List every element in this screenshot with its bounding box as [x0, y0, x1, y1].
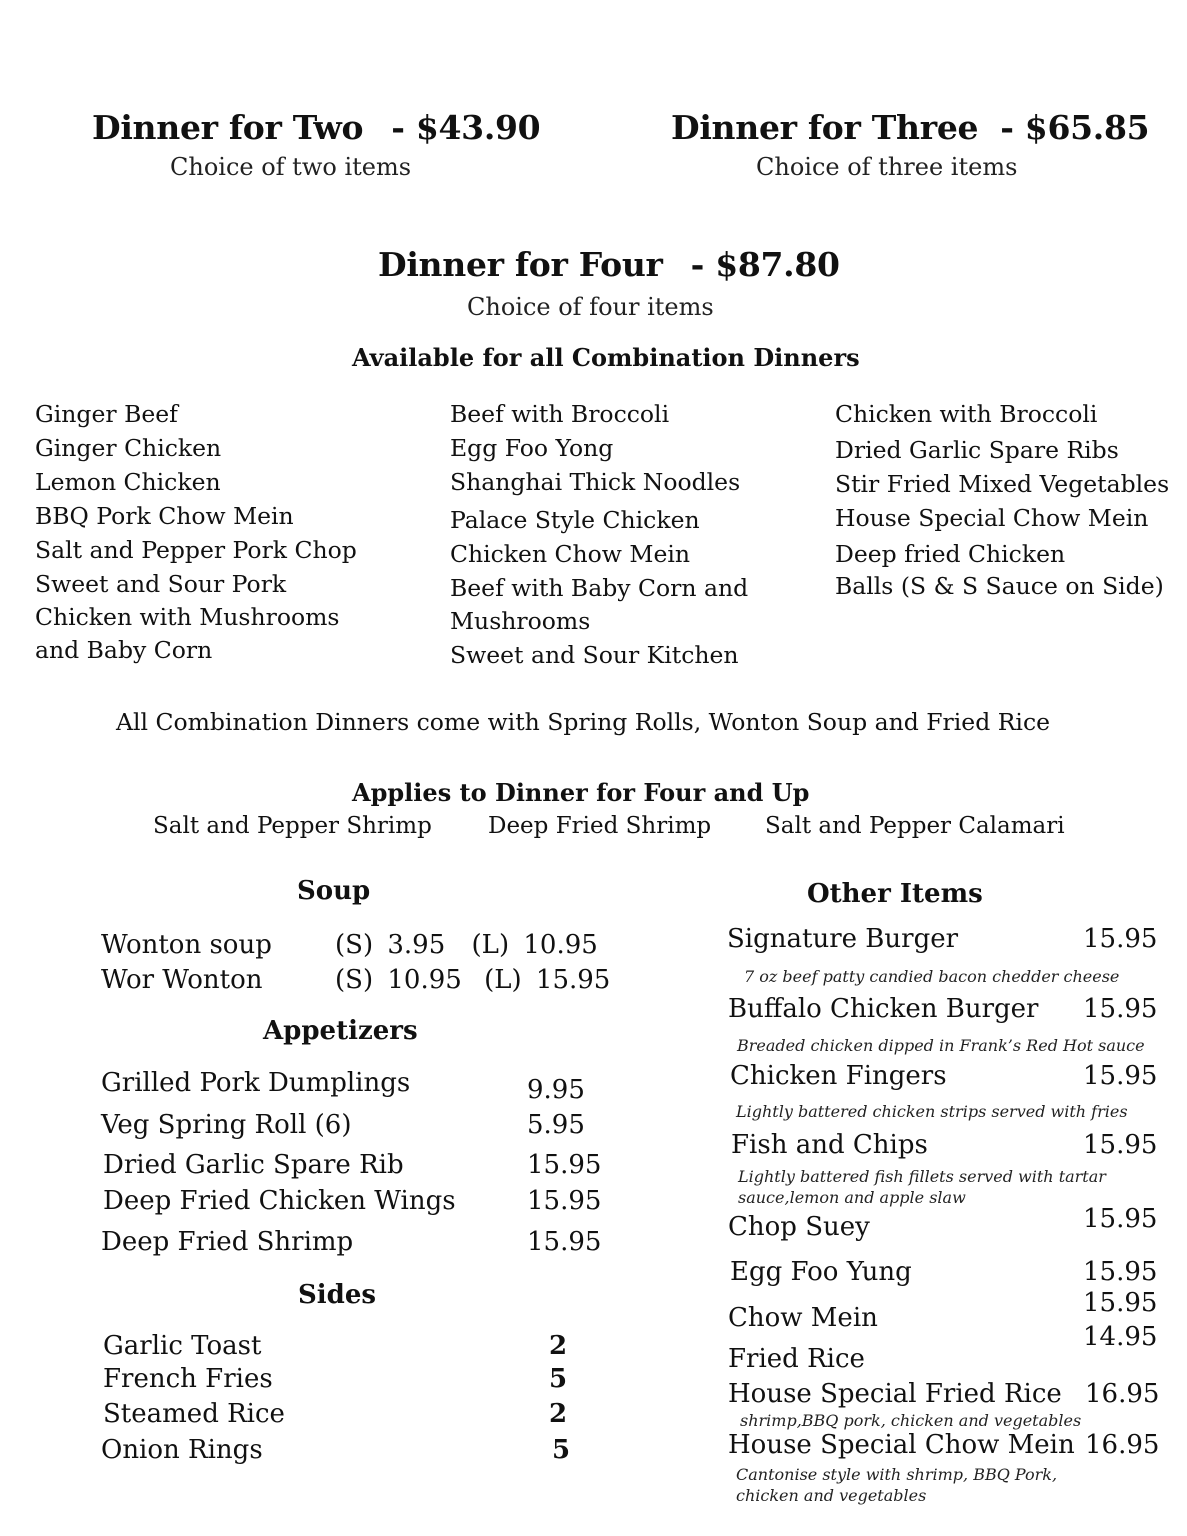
appetizer-price: 15.95	[527, 1186, 602, 1216]
side-price: 2	[549, 1331, 568, 1361]
sides-heading: Sides	[298, 1280, 377, 1310]
other-item-price: 16.95	[1085, 1379, 1160, 1409]
combo-item: Stir Fried Mixed Vegetables	[835, 470, 1170, 498]
soup-name: Wonton soup	[101, 930, 272, 960]
combo-item: Lemon Chicken	[35, 468, 221, 496]
other-item-name: Chow Mein	[728, 1303, 878, 1333]
other-item-desc: shrimp,BBQ pork, chicken and vegetables	[740, 1411, 1082, 1430]
combo-item: Egg Foo Yong	[450, 434, 614, 462]
side-price: 5	[549, 1364, 568, 1394]
large-label: (L)	[484, 965, 522, 995]
soup-row	[101, 965, 263, 995]
dinner-for-three-title: Dinner for Three - $65.85	[671, 108, 1150, 147]
combo-item: House Special Chow Mein	[835, 504, 1149, 532]
other-item-price: 15.95	[1083, 1130, 1158, 1160]
combo-item: Dried Garlic Spare Ribs	[835, 436, 1119, 464]
other-item-name: Chop Suey	[728, 1212, 870, 1242]
combo-item: BBQ Pork Chow Mein	[35, 502, 294, 530]
dinner-for-three-subtitle: Choice of three items	[756, 153, 1018, 181]
combo-item: Chicken with Mushrooms	[35, 603, 340, 631]
soup-heading: Soup	[297, 876, 371, 906]
combo-item: Balls (S & S Sauce on Side)	[835, 572, 1164, 600]
large-price: 15.95	[535, 965, 611, 995]
other-item-name: Buffalo Chicken Burger	[728, 994, 1039, 1024]
other-item-price: 15.95	[1083, 994, 1158, 1024]
dinner-for-two-subtitle: Choice of two items	[170, 153, 412, 181]
combination-note: All Combination Dinners come with Spring Rolls, Wonton Soup and Fried Rice	[116, 708, 1051, 736]
other-items-heading: Other Items	[807, 879, 983, 909]
other-item-name: Chicken Fingers	[730, 1061, 947, 1091]
combo-item: Beef with Broccoli	[450, 400, 670, 428]
combo-item: and Baby Corn	[35, 636, 213, 664]
combination-column-3	[835, 397, 1169, 603]
side-name: French Fries	[103, 1364, 273, 1394]
appetizer-name: Deep Fried Shrimp	[101, 1227, 354, 1257]
dinner-for-four-title: Dinner for Four - $87.80	[378, 245, 840, 284]
other-item-desc: Lightly battered fish fillets served with tartar	[738, 1167, 1106, 1186]
combo-item: Sweet and Sour Pork	[35, 570, 287, 598]
combination-column-2	[450, 397, 748, 672]
combo-item: Deep fried Chicken	[835, 540, 1066, 568]
other-item-price: 15.95	[1083, 924, 1158, 954]
combo-item: Chicken with Broccoli	[835, 400, 1098, 428]
side-name: Onion Rings	[101, 1435, 263, 1465]
small-price: 10.95	[387, 965, 462, 995]
appetizer-name: Veg Spring Roll (6)	[101, 1110, 352, 1140]
other-item-desc: 7 oz beef patty candied bacon chedder cheese	[744, 967, 1120, 986]
other-item-price: 15.95	[1083, 1061, 1158, 1091]
small-label: (S)	[335, 930, 374, 960]
combo-item: Shanghai Thick Noodles	[450, 468, 741, 496]
soup-name: Wor Wonton	[101, 965, 263, 995]
other-item-name: Signature Burger	[727, 924, 959, 954]
four-and-up-item: Salt and Pepper Shrimp	[153, 813, 432, 839]
other-item-name: House Special Chow Mein	[728, 1430, 1075, 1460]
dinner-for-four-subtitle: Choice of four items	[467, 293, 714, 321]
other-item-desc: Breaded chicken dipped in Frank’s Red Hot sauce	[737, 1036, 1145, 1055]
other-item-name: House Special Fried Rice	[728, 1379, 1062, 1409]
four-and-up-heading: Applies to Dinner for Four and Up	[352, 778, 810, 807]
other-item-desc: Cantonise style with shrimp, BBQ Pork,	[736, 1465, 1058, 1484]
other-item-desc: sauce,lemon and apple slaw	[738, 1188, 966, 1207]
other-item-name: Fried Rice	[728, 1344, 865, 1374]
combo-item: Beef with Baby Corn and	[450, 574, 749, 602]
small-label: (S)	[335, 965, 374, 995]
side-name: Steamed Rice	[103, 1399, 285, 1429]
combination-column-1	[35, 397, 357, 667]
combo-item: Chicken Chow Mein	[450, 540, 691, 568]
other-item-desc: Lightly battered chicken strips served with fries	[736, 1102, 1128, 1121]
small-price: 3.95	[387, 930, 446, 960]
combo-item: Palace Style Chicken	[450, 506, 700, 534]
combo-item: Mushrooms	[450, 607, 591, 635]
appetizer-price: 5.95	[527, 1110, 585, 1140]
other-item-price: 16.95	[1085, 1430, 1160, 1460]
dinner-for-two-title: Dinner for Two - $43.90	[92, 108, 541, 147]
four-and-up-item: Deep Fried Shrimp	[488, 813, 712, 839]
side-price: 2	[549, 1399, 568, 1429]
combo-item: Ginger Beef	[35, 400, 178, 428]
other-item-price: 15.95	[1083, 1257, 1158, 1287]
combo-item: Sweet and Sour Kitchen	[450, 641, 739, 669]
other-item-price: 14.95	[1083, 1322, 1158, 1352]
other-item-name: Fish and Chips	[731, 1130, 928, 1160]
appetizer-name: Grilled Pork Dumplings	[101, 1068, 411, 1098]
soup-row	[101, 930, 272, 960]
combo-item: Salt and Pepper Pork Chop	[35, 536, 357, 564]
soup-prices	[335, 965, 610, 995]
other-item-name: Egg Foo Yung	[730, 1257, 912, 1287]
appetizer-price: 15.95	[527, 1227, 602, 1257]
other-item-desc: chicken and vegetables	[736, 1486, 927, 1505]
other-item-price: 15.95	[1083, 1204, 1158, 1234]
side-price: 5	[552, 1435, 571, 1465]
appetizer-name: Dried Garlic Spare Rib	[103, 1150, 404, 1180]
side-name: Garlic Toast	[103, 1331, 262, 1361]
combination-heading: Available for all Combination Dinners	[352, 343, 860, 372]
soup-prices	[335, 930, 598, 960]
appetizer-name: Deep Fried Chicken Wings	[103, 1186, 456, 1216]
appetizer-price: 9.95	[527, 1075, 585, 1105]
combo-item: Ginger Chicken	[35, 434, 222, 462]
other-item-price: 15.95	[1083, 1288, 1158, 1318]
appetizer-price: 15.95	[527, 1150, 602, 1180]
large-price: 10.95	[523, 930, 598, 960]
large-label: (L)	[471, 930, 510, 960]
appetizers-heading: Appetizers	[263, 1016, 418, 1046]
four-and-up-item: Salt and Pepper Calamari	[765, 813, 1065, 839]
